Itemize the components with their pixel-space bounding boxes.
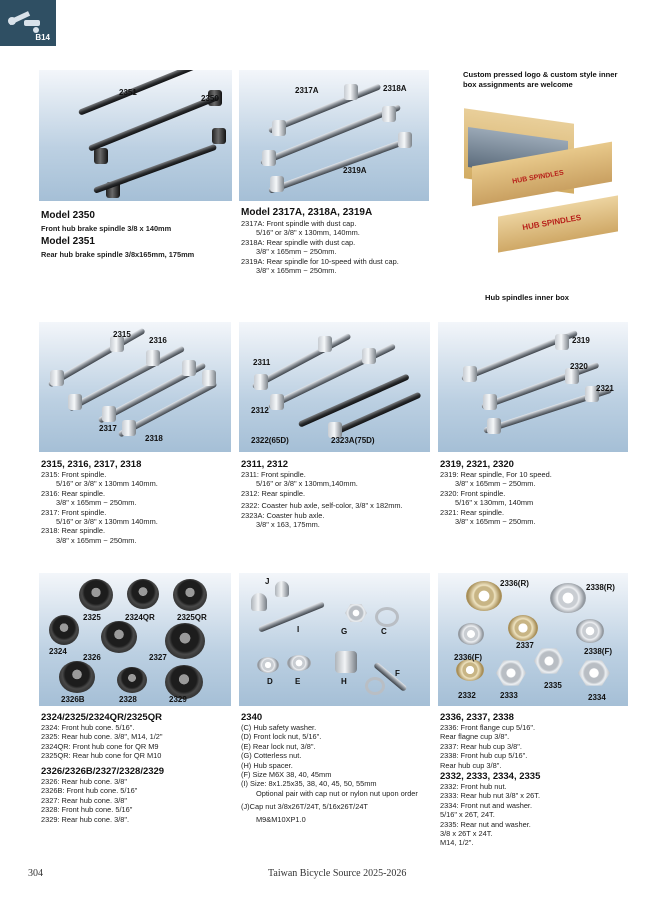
spec-line: 5/16" or 3/8" x 130mm, 140mm. <box>256 228 360 238</box>
model-desc-2319 <box>440 470 552 526</box>
model-desc-2336 <box>440 723 535 770</box>
label-2311: 2311 <box>253 358 271 367</box>
label-2335: 2335 <box>544 681 562 690</box>
product-photo-2340 <box>239 573 430 706</box>
product-photo-2311-2312 <box>239 322 430 452</box>
label-2351: 2351 <box>119 88 137 97</box>
spec-line: (D) Front lock nut, 5/16". <box>241 732 322 742</box>
label-2319: 2319 <box>572 336 590 345</box>
spec-line: (H) Hub spacer. <box>241 760 293 770</box>
spec-line: 3/8 x 26T x 24T. <box>440 829 493 839</box>
label-2326b: 2326B <box>61 695 85 704</box>
spec-line: 5/16" x 26T, 24T. <box>440 810 495 820</box>
spec-line: (I) Size: 8x1.25x35, 38, 40, 45, 50, 55mm <box>241 779 377 789</box>
label-2325qr: 2325QR <box>177 613 207 622</box>
model-desc-2326 <box>41 777 137 824</box>
spec-line: 2320: Front spindle. <box>440 488 506 498</box>
section-code: B14 <box>35 33 50 42</box>
label-2312: 2312 <box>251 406 269 415</box>
spec-line: 5/16" or 3/8" x 130mm 140mm. <box>56 479 158 489</box>
spec-line: (G) Cotterless nut. <box>241 751 302 761</box>
label-2329: 2329 <box>169 695 187 704</box>
model-desc-2311 <box>241 470 403 529</box>
spec-line: 3/8" x 165mm ~ 250mm. <box>455 479 536 489</box>
spec-line: M14, 1/2". <box>440 838 474 848</box>
custom-box-caption: Custom pressed logo & custom style inner box assignments are welcome <box>463 70 618 89</box>
spec-line: 2316: Rear spindle. <box>41 488 106 498</box>
spec-line: 3/8" x 163, 175mm. <box>256 520 320 530</box>
box-brand-text: HUB SPINDLES <box>521 212 582 233</box>
label-2327: 2327 <box>149 653 167 662</box>
box-brand-text-2: HUB SPINDLES <box>511 169 565 186</box>
box-caption: Hub spindles inner box <box>485 293 569 302</box>
label-2323a: 2323A(75D) <box>331 436 375 445</box>
spec-line: 2318A: Rear spindle with dust cap. <box>241 237 356 247</box>
spec-line: 5/16" or 3/8" x 130mm 140mm. <box>56 517 158 527</box>
tools-icon <box>6 6 46 36</box>
model-title-2340: 2340 <box>241 712 263 723</box>
spec-line: 2325: Rear hub cone. 3/8", M14, 1/2" <box>41 732 163 742</box>
spec-line: 2329: Rear hub cone. 3/8". <box>41 814 130 824</box>
spec-line: 2333: Rear hub nut 3/8" x 26T. <box>440 791 540 801</box>
label-2326: 2326 <box>83 653 101 662</box>
model-desc-2317a <box>241 219 399 275</box>
label-2325: 2325 <box>83 613 101 622</box>
spec-line: 3/8" x 165mm ~ 250mm. <box>56 498 137 508</box>
label-2328: 2328 <box>119 695 137 704</box>
spec-line: 2325QR: Rear hub cone for QR M10 <box>41 751 162 761</box>
model-desc-2324 <box>41 723 163 761</box>
spec-line: 2319: Rear spindle, For 10 speed. <box>440 470 552 479</box>
label-2321: 2321 <box>596 384 614 393</box>
label-2338f: 2338(F) <box>584 647 613 656</box>
label-2322: 2322(65D) <box>251 436 289 445</box>
spec-line: (C) Hub safety washer. <box>241 723 317 732</box>
spec-line: 2337: Rear hub cup 3/8". <box>440 741 522 751</box>
spec-line: 2332: Front hub nut. <box>440 782 507 791</box>
product-photo-2317a-2319a <box>239 70 429 201</box>
spec-line: M9&M10XP1.0 <box>256 814 306 824</box>
spec-line: 2323A: Coaster hub axle. <box>241 510 325 520</box>
spindle-box-photo <box>458 94 628 244</box>
model-title-2317a: Model 2317A, 2318A, 2319A <box>241 207 373 218</box>
spec-line: (F) Size M6X 38, 40, 45mm <box>241 770 332 780</box>
label-2316: 2316 <box>149 336 167 345</box>
spec-line: 3/8" x 165mm ~ 250mm. <box>256 266 337 276</box>
label-c: C <box>381 627 387 636</box>
model-title-2319: 2319, 2321, 2320 <box>440 459 514 470</box>
spec-line: 2326: Rear hub cone. 3/8" <box>41 777 128 786</box>
spec-line: 2334: Front nut and washer. <box>440 800 533 810</box>
spec-line: 2324: Front hub cone. 5/16". <box>41 723 135 732</box>
model-desc-2351: Rear hub brake spindle 3/8x165mm, 175mm <box>41 250 195 259</box>
model-title-2324: 2324/2325/2324QR/2325QR <box>41 712 162 723</box>
spec-line: 2338: Front hub cup 5/16". <box>440 751 528 761</box>
label-e: E <box>295 677 301 686</box>
spec-line: 3/8" x 165mm ~ 250mm. <box>56 535 137 545</box>
label-g: G <box>341 627 348 636</box>
spec-line: 2311: Front spindle. <box>241 470 306 479</box>
spec-line: 2328: Front hub cone. 5/16" <box>41 805 133 815</box>
spec-line: 3/8" x 165mm ~ 250mm. <box>455 517 536 527</box>
spec-line: (J)Cap nut 3/8x26T/24T, 5/16x26T/24T <box>241 802 368 812</box>
spec-line: 2321: Rear spindle. <box>440 507 505 517</box>
label-2336f: 2336(F) <box>454 653 483 662</box>
label-2336r: 2336(R) <box>500 579 529 588</box>
spec-line: Rear hub cup 3/8". <box>440 760 502 770</box>
label-2324: 2324 <box>49 647 67 656</box>
product-photo-hub-cones <box>39 573 231 706</box>
label-i: I <box>297 625 300 634</box>
product-photo-hub-cups-nuts <box>438 573 628 706</box>
product-photo-2315-2318 <box>39 322 231 452</box>
spec-line: 3/8" x 165mm ~ 250mm. <box>256 247 337 257</box>
page-number: 304 <box>28 868 43 879</box>
spec-line: 2315: Front spindle. <box>41 470 107 479</box>
label-2332: 2332 <box>458 691 476 700</box>
model-title-2336: 2336, 2337, 2338 <box>440 712 514 723</box>
model-desc-2340 <box>241 723 418 824</box>
label-2324qr: 2324QR <box>125 613 155 622</box>
label-2318a: 2318A <box>383 84 407 93</box>
label-2317a: 2317A <box>295 86 319 95</box>
spec-line: 2335: Rear nut and washer. <box>440 819 531 829</box>
label-2333: 2333 <box>500 691 518 700</box>
spec-line: Optional pair with cap nut or nylon nut upon order <box>256 788 418 798</box>
label-d: D <box>267 677 273 686</box>
label-f: F <box>395 669 400 678</box>
spec-line: 2336: Front flange cup 5/16". <box>440 723 536 732</box>
model-title-2326: 2326/2326B/2327/2328/2329 <box>41 766 165 777</box>
spec-line: 5/16" or 3/8" x 130mm,140mm. <box>256 479 358 489</box>
model-title-2350: Model 2350 <box>41 210 95 221</box>
spec-line: 2312: Rear spindle. <box>241 488 306 498</box>
spec-line: 2317A: Front spindle with dust cap. <box>241 219 357 228</box>
label-2315: 2315 <box>113 330 131 339</box>
publication-title: Taiwan Bicycle Source 2025-2026 <box>268 868 407 879</box>
spec-line: 2327: Rear hub cone. 3/8" <box>41 795 128 805</box>
label-2337: 2337 <box>516 641 534 650</box>
model-title-2332: 2332, 2333, 2334, 2335 <box>440 771 541 782</box>
label-2319a: 2319A <box>343 166 367 175</box>
label-2320: 2320 <box>570 362 588 371</box>
spec-line: 2317: Front spindle. <box>41 507 107 517</box>
spec-line: (E) Rear lock nut, 3/8". <box>241 741 316 751</box>
label-2334: 2334 <box>588 693 606 702</box>
product-photo-2350-2351 <box>39 70 232 201</box>
section-tab <box>0 0 56 46</box>
model-desc-2332 <box>440 782 540 848</box>
spec-line: 2322: Coaster hub axle, self-color, 3/8" x 182mm. <box>241 501 403 511</box>
model-title-2351: Model 2351 <box>41 236 95 247</box>
label-2350: 2350 <box>201 94 219 103</box>
model-desc-2350: Front hub brake spindle 3/8 x 140mm <box>41 224 172 233</box>
spec-line: 2324QR: Front hub cone for QR M9 <box>41 741 159 751</box>
spec-line: 2318: Rear spindle. <box>41 526 106 536</box>
label-2338r: 2338(R) <box>586 583 615 592</box>
spec-line: 5/16" x 130mm, 140mm <box>455 498 534 508</box>
model-title-2315: 2315, 2316, 2317, 2318 <box>41 459 142 470</box>
spec-line: 2326B: Front hub cone. 5/16" <box>41 786 138 796</box>
spec-line: Rear flagne cup 3/8". <box>440 732 510 742</box>
spec-line: 2319A: Rear spindle for 10-speed with dust cap. <box>241 256 399 266</box>
label-h: H <box>341 677 347 686</box>
label-2317: 2317 <box>99 424 117 433</box>
product-photo-2319-2321 <box>438 322 628 452</box>
model-desc-2315 <box>41 470 158 545</box>
model-title-2311: 2311, 2312 <box>241 459 289 470</box>
label-2318: 2318 <box>145 434 163 443</box>
label-j: J <box>265 577 270 586</box>
